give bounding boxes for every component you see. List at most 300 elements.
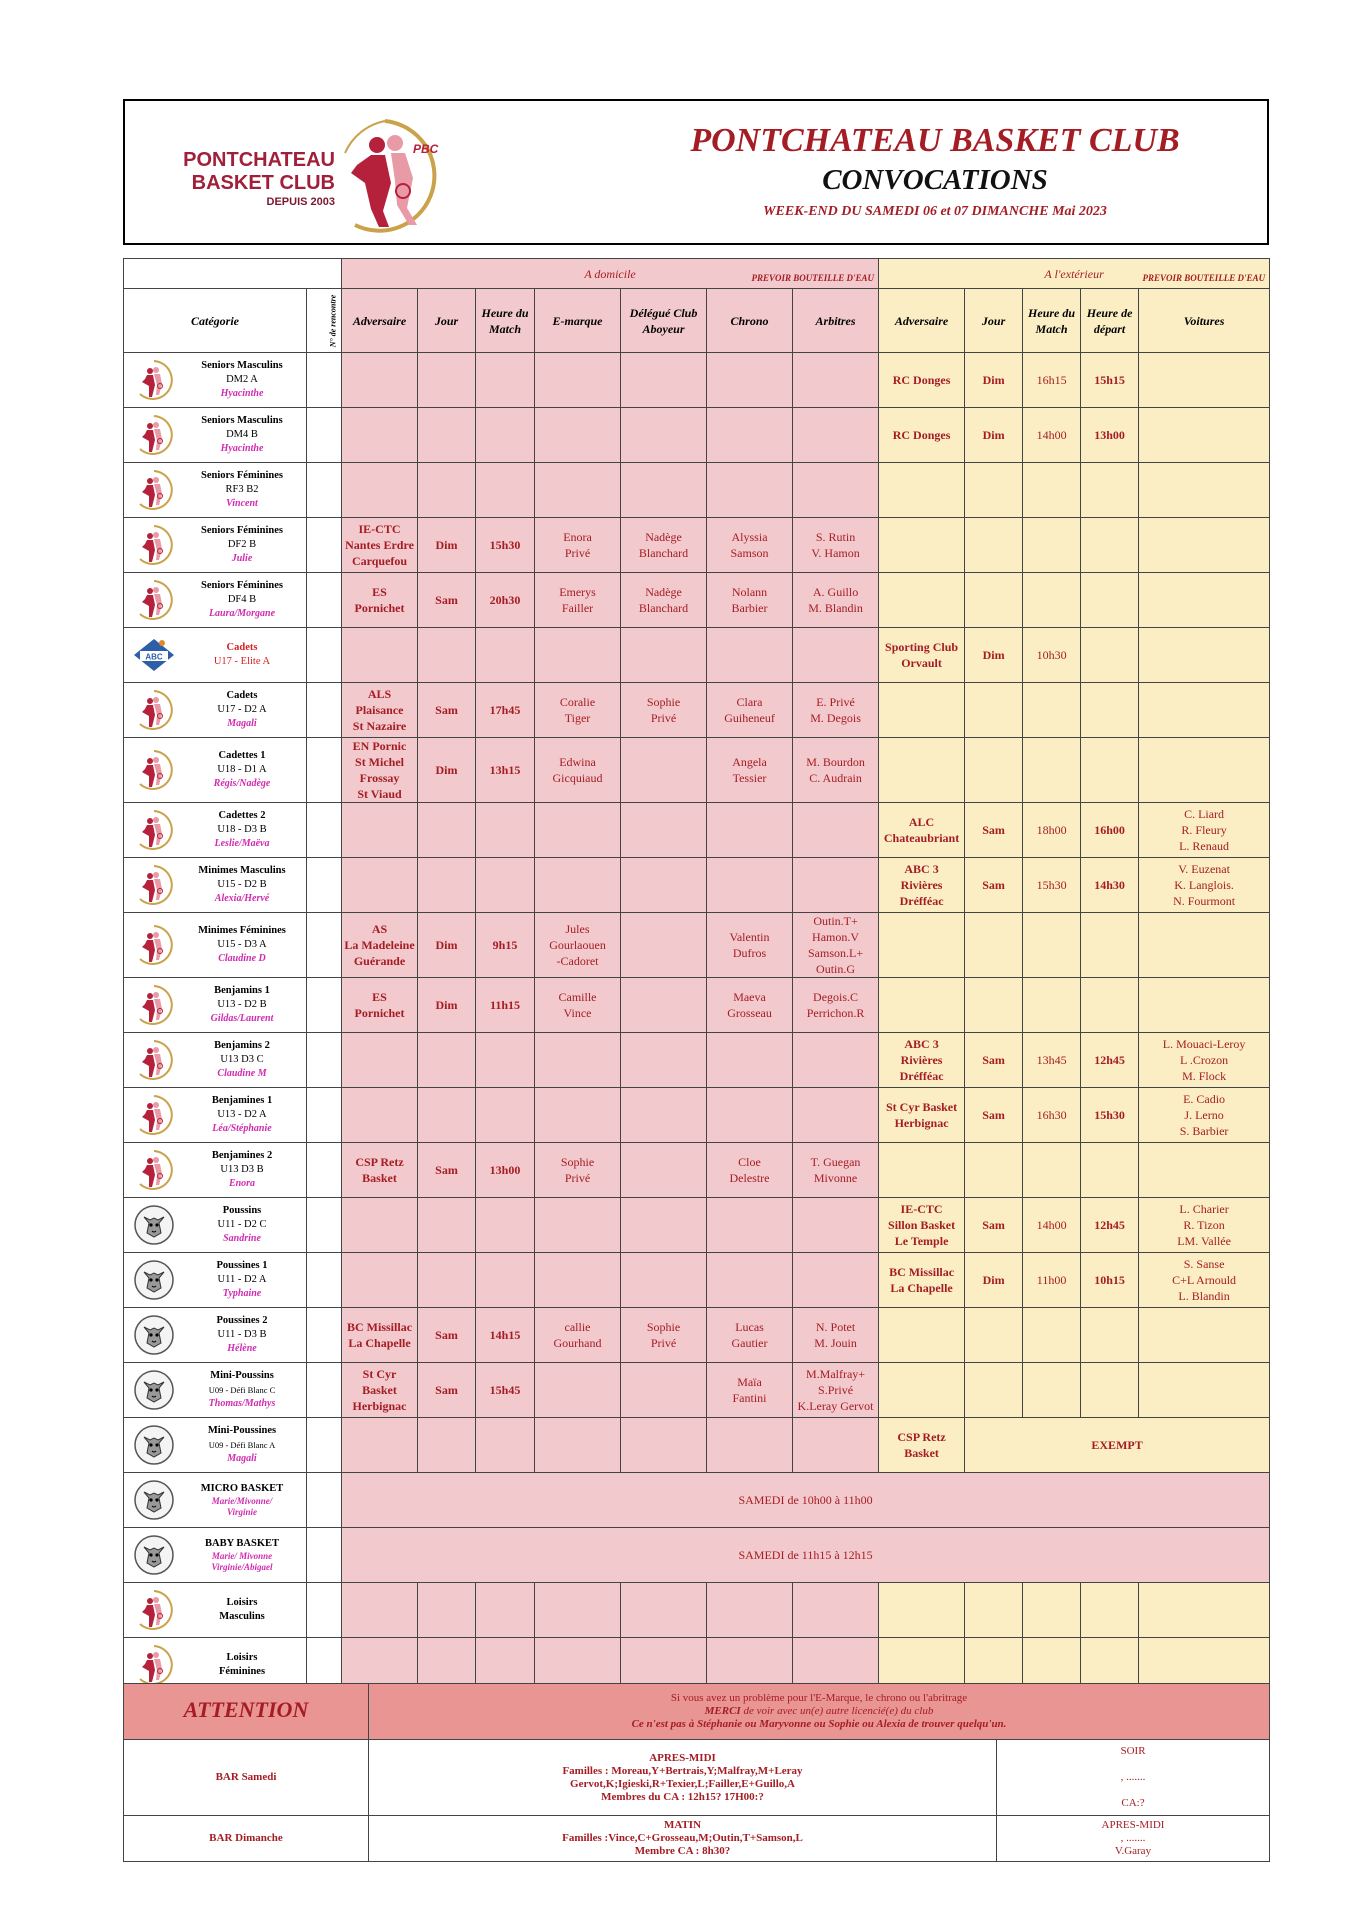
home-referees (793, 858, 879, 913)
home-delegue (621, 353, 707, 408)
match-number (307, 463, 342, 518)
table-row (124, 628, 1270, 683)
away-departure-time: 15h15 (1081, 353, 1139, 408)
home-empty-cell (535, 1583, 621, 1638)
category-coach: Marie/Mivonne/ Virginie (211, 1496, 273, 1517)
home-delegue (621, 1363, 707, 1418)
footer-table (123, 1683, 1270, 1862)
home-referees (793, 1198, 879, 1253)
away-empty-cell (1081, 1583, 1139, 1638)
category-cell (124, 978, 307, 1033)
category-cell (124, 518, 307, 573)
home-opponent (342, 858, 418, 913)
category-cell (124, 738, 307, 803)
category-coach: Léa/Stéphanie (212, 1123, 272, 1134)
match-number (307, 628, 342, 683)
home-delegue (621, 1088, 707, 1143)
table-row (124, 978, 1270, 1033)
category-cell (124, 408, 307, 463)
home-referees: M.Malfray+ S.Privé K.Leray Gervot (793, 1363, 879, 1418)
bar-dimanche-label: BAR Dimanche (124, 1816, 369, 1862)
session-time: SAMEDI de 10h00 à 11h00 (342, 1473, 1270, 1528)
home-opponent (342, 1088, 418, 1143)
away-opponent (879, 1308, 965, 1363)
category-division: DM2 A (226, 374, 258, 385)
home-opponent (342, 353, 418, 408)
table-row (124, 858, 1270, 913)
table-row (124, 463, 1270, 518)
away-drivers (1139, 463, 1270, 518)
home-chrono (707, 463, 793, 518)
away-departure-time (1081, 518, 1139, 573)
home-delegue (621, 1198, 707, 1253)
away-day (965, 1363, 1023, 1418)
away-opponent: ABC 3 Rivières Dréfféac (879, 858, 965, 913)
category-division: U17 - Elite A (213, 656, 271, 667)
away-water-note: PREVOIR BOUTEILLE D'EAU (1142, 273, 1266, 283)
home-opponent (342, 463, 418, 518)
home-empty-cell (476, 1583, 535, 1638)
category-cell (124, 1253, 307, 1308)
home-chrono: Lucas Gautier (707, 1308, 793, 1363)
home-referees (793, 408, 879, 463)
home-match-time (476, 353, 535, 408)
home-day (418, 1088, 476, 1143)
basketball-player-logo-icon (325, 113, 455, 233)
micro-basket-row (124, 1473, 1270, 1528)
away-day (965, 738, 1023, 803)
logo-line-3: DEPUIS 2003 (266, 196, 335, 208)
table-row (124, 1583, 1270, 1638)
table-row (124, 683, 1270, 738)
away-day (965, 913, 1023, 978)
home-opponent (342, 408, 418, 463)
home-day (418, 1033, 476, 1088)
home-day (418, 463, 476, 518)
away-opponent: BC Missillac La Chapelle (879, 1253, 965, 1308)
away-match-time: 14h00 (1023, 1198, 1081, 1253)
mini-basket-mascot-icon (132, 1313, 176, 1357)
home-chrono: Maeva Grosseau (707, 978, 793, 1033)
category-division: U09 - Défi Blanc A (208, 1440, 276, 1450)
home-match-time: 20h30 (476, 573, 535, 628)
away-match-time (1023, 1308, 1081, 1363)
home-delegue (621, 408, 707, 463)
logo-line-2: BASKET CLUB (191, 172, 335, 194)
home-day (418, 858, 476, 913)
home-empty-cell (476, 1418, 535, 1473)
category-division: DF4 B (227, 594, 257, 605)
home-emarque: callie Gourhand (535, 1308, 621, 1363)
away-drivers (1139, 913, 1270, 978)
away-drivers: L. Mouaci-Leroy L .Crozon M. Flock (1139, 1033, 1270, 1088)
away-day: Sam (965, 1033, 1023, 1088)
away-day (965, 518, 1023, 573)
home-chrono: Alyssia Samson (707, 518, 793, 573)
category-cell (124, 1473, 307, 1528)
match-number (307, 1363, 342, 1418)
match-number (307, 1033, 342, 1088)
home-opponent: EN Pornic St Michel Frossay St Viaud (342, 738, 418, 803)
home-opponent: BC Missillac La Chapelle (342, 1308, 418, 1363)
away-day (965, 1143, 1023, 1198)
home-chrono: Clara Guiheneuf (707, 683, 793, 738)
away-opponent: St Cyr Basket Herbignac (879, 1088, 965, 1143)
home-empty-cell (418, 1583, 476, 1638)
category-division: DM4 B (226, 429, 258, 440)
pbc-club-logo-icon (132, 358, 176, 402)
home-referees (793, 803, 879, 858)
category-division: RF3 B2 (225, 484, 259, 495)
home-delegue (621, 858, 707, 913)
away-departure-time (1081, 463, 1139, 518)
home-day: Dim (418, 913, 476, 978)
col-arbitres: Arbitres (793, 289, 879, 353)
mini-basket-mascot-icon (132, 1258, 176, 1302)
bar-samedi-label: BAR Samedi (124, 1740, 369, 1816)
home-chrono: Angela Tessier (707, 738, 793, 803)
category-coach: Hélène (227, 1343, 257, 1354)
table-row (124, 1088, 1270, 1143)
home-match-time (476, 1198, 535, 1253)
home-section-header: A domicile PREVOIR BOUTEILLE D'EAU (342, 259, 879, 289)
category-name: Seniors Masculins (201, 360, 283, 371)
category-coach: Hyacinthe (220, 388, 264, 399)
home-emarque: Emerys Failler (535, 573, 621, 628)
away-drivers (1139, 573, 1270, 628)
home-empty-cell (793, 1583, 879, 1638)
page-subtitle: CONVOCATIONS (822, 164, 1048, 196)
home-day: Dim (418, 518, 476, 573)
category-name: BABY BASKET (204, 1538, 279, 1549)
away-departure-time: 15h30 (1081, 1088, 1139, 1143)
category-coach: Magali (227, 718, 257, 729)
category-cell (124, 803, 307, 858)
category-coach: Claudine D (218, 953, 266, 964)
home-chrono (707, 1198, 793, 1253)
blank-corner (124, 259, 342, 289)
away-opponent (879, 738, 965, 803)
home-day: Dim (418, 978, 476, 1033)
match-number (307, 1088, 342, 1143)
home-referees: S. Rutin V. Hamon (793, 518, 879, 573)
away-drivers (1139, 978, 1270, 1033)
mini-basket-mascot-icon (132, 1533, 176, 1577)
home-referees: N. Potet M. Jouin (793, 1308, 879, 1363)
category-name: Seniors Masculins (201, 415, 283, 426)
category-name: Benjamins 1 (214, 985, 270, 996)
home-day: Dim (418, 738, 476, 803)
category-cell (124, 683, 307, 738)
home-day (418, 1253, 476, 1308)
away-day (965, 978, 1023, 1033)
match-number (307, 1528, 342, 1583)
away-opponent: ABC 3 Rivières Dréfféac (879, 1033, 965, 1088)
category-name: Benjamins 2 (214, 1040, 270, 1051)
home-match-time (476, 858, 535, 913)
category-cell (124, 628, 307, 683)
table-row (124, 518, 1270, 573)
home-day: Sam (418, 1143, 476, 1198)
logo-line-1: PONTCHATEAU (183, 149, 335, 171)
away-match-time: 14h00 (1023, 408, 1081, 463)
away-opponent (879, 573, 965, 628)
col-heure-match: Heure du Match (476, 289, 535, 353)
home-empty-cell (418, 1418, 476, 1473)
home-day (418, 1198, 476, 1253)
category-division: U13 - D2 B (217, 999, 267, 1010)
category-coach: Sandrine (223, 1233, 261, 1244)
col-delegue: Délégué Club Aboyeur (621, 289, 707, 353)
abc-club-logo-icon (132, 633, 176, 677)
match-number (307, 573, 342, 628)
away-match-time (1023, 1143, 1081, 1198)
away-drivers (1139, 1308, 1270, 1363)
home-empty-cell (621, 1418, 707, 1473)
category-coach: Laura/Morgane (208, 608, 276, 619)
away-departure-time (1081, 978, 1139, 1033)
away-departure-time (1081, 913, 1139, 978)
away-opponent (879, 913, 965, 978)
category-name: Cadettes 2 (218, 810, 266, 821)
category-cell (124, 1198, 307, 1253)
category-coach: Typhaine (222, 1288, 262, 1299)
away-match-time: 18h00 (1023, 803, 1081, 858)
category-name: Seniors Féminines (201, 470, 283, 481)
home-referees (793, 353, 879, 408)
away-departure-time: 12h45 (1081, 1033, 1139, 1088)
category-coach: Gildas/Laurent (210, 1013, 274, 1024)
category-cell (124, 858, 307, 913)
home-referees: Degois.C Perrichon.R (793, 978, 879, 1033)
attention-label: ATTENTION (124, 1684, 369, 1740)
category-coach: Magali (227, 1453, 257, 1464)
category-name: Minimes Féminines (198, 925, 286, 936)
home-chrono (707, 1033, 793, 1088)
category-cell (124, 1583, 307, 1638)
away-match-time: 16h15 (1023, 353, 1081, 408)
category-cell (124, 1418, 307, 1473)
col-ext-jour: Jour (965, 289, 1023, 353)
away-departure-time: 14h30 (1081, 858, 1139, 913)
category-coach: Vincent (226, 498, 258, 509)
mini-basket-mascot-icon (132, 1368, 176, 1412)
category-division: U13 D3 B (220, 1164, 264, 1175)
away-day: Dim (965, 408, 1023, 463)
mini-basket-mascot-icon (132, 1423, 176, 1467)
home-delegue (621, 913, 707, 978)
category-name: Minimes Masculins (198, 865, 286, 876)
away-match-time: 13h45 (1023, 1033, 1081, 1088)
category-division: U15 - D2 B (217, 879, 267, 890)
pbc-club-logo-icon (132, 1148, 176, 1192)
home-opponent (342, 628, 418, 683)
session-time: SAMEDI de 11h15 à 12h15 (342, 1528, 1270, 1583)
pbc-club-logo-icon (132, 983, 176, 1027)
category-coach: Claudine M (217, 1068, 267, 1079)
table-row (124, 1418, 1270, 1473)
away-departure-time (1081, 573, 1139, 628)
col-voitures: Voitures (1139, 289, 1270, 353)
away-departure-time: 16h00 (1081, 803, 1139, 858)
home-empty-cell (793, 1418, 879, 1473)
away-departure-time: 12h45 (1081, 1198, 1139, 1253)
svg-text:PBC: PBC (413, 142, 439, 156)
category-name: Seniors Féminines (201, 525, 283, 536)
home-day: Sam (418, 1308, 476, 1363)
pbc-club-logo-icon (132, 468, 176, 512)
away-day (965, 1308, 1023, 1363)
home-day (418, 628, 476, 683)
home-delegue (621, 803, 707, 858)
match-number (307, 1418, 342, 1473)
away-drivers (1139, 1143, 1270, 1198)
away-day: Sam (965, 1198, 1023, 1253)
pbc-club-logo-icon (132, 413, 176, 457)
home-chrono: Valentin Dufros (707, 913, 793, 978)
away-departure-time (1081, 683, 1139, 738)
home-opponent: ES Pornichet (342, 573, 418, 628)
away-match-time: 15h30 (1023, 858, 1081, 913)
col-categorie: Catégorie (124, 289, 307, 353)
category-division: U11 - D2 C (217, 1219, 267, 1230)
away-opponent: RC Donges (879, 353, 965, 408)
away-opponent: IE-CTC Sillon Basket Le Temple (879, 1198, 965, 1253)
match-number (307, 978, 342, 1033)
home-match-time: 15h45 (476, 1363, 535, 1418)
away-day: Dim (965, 353, 1023, 408)
match-number (307, 1473, 342, 1528)
away-departure-time: 13h00 (1081, 408, 1139, 463)
home-day (418, 408, 476, 463)
away-day (965, 463, 1023, 518)
category-name: Seniors Féminines (201, 580, 283, 591)
pbc-club-logo-icon (132, 1643, 176, 1687)
away-drivers: V. Euzenat K. Langlois. N. Fourmont (1139, 858, 1270, 913)
home-referees: M. Bourdon C. Audrain (793, 738, 879, 803)
category-coach: Alexia/Hervé (214, 893, 270, 904)
category-name: Poussins (222, 1205, 262, 1216)
header-box (123, 99, 1269, 245)
attention-line-2: MERCI de voir avec un(e) autre licencié(e) du club (704, 1705, 934, 1717)
home-match-time (476, 408, 535, 463)
category-name: Mini-Poussines (207, 1425, 277, 1436)
category-coach: Leslie/Maëva (214, 838, 270, 849)
away-empty-cell (965, 1583, 1023, 1638)
home-referees: A. Guillo M. Blandin (793, 573, 879, 628)
table-row (124, 913, 1270, 978)
category-cell (124, 573, 307, 628)
away-departure-time (1081, 738, 1139, 803)
away-departure-time (1081, 1363, 1139, 1418)
category-name: Cadets (226, 642, 258, 653)
home-chrono (707, 1088, 793, 1143)
home-emarque (535, 628, 621, 683)
category-cell (124, 913, 307, 978)
category-division: U13 D3 C (220, 1054, 264, 1065)
mini-basket-mascot-icon (132, 1203, 176, 1247)
home-referees (793, 1033, 879, 1088)
category-division: U11 - D2 A (217, 1274, 267, 1285)
away-opponent (879, 683, 965, 738)
table-row (124, 1143, 1270, 1198)
home-delegue (621, 738, 707, 803)
category-name: Loisirs Féminines (218, 1652, 266, 1677)
table-row (124, 803, 1270, 858)
match-number (307, 1253, 342, 1308)
match-number (307, 803, 342, 858)
home-emarque: Sophie Privé (535, 1143, 621, 1198)
category-name: Cadets (226, 690, 258, 701)
pbc-club-logo-icon (132, 578, 176, 622)
col-ext-adversaire: Adversaire (879, 289, 965, 353)
home-match-time (476, 803, 535, 858)
category-cell (124, 463, 307, 518)
home-delegue: Sophie Privé (621, 683, 707, 738)
away-opponent: CSP Retz Basket (879, 1418, 965, 1473)
match-number (307, 408, 342, 463)
pbc-club-logo-icon (132, 688, 176, 732)
away-drivers (1139, 628, 1270, 683)
category-division: U11 - D3 B (217, 1329, 267, 1340)
pbc-club-logo-icon (132, 523, 176, 567)
away-drivers (1139, 1363, 1270, 1418)
match-number (307, 913, 342, 978)
category-division: U17 - D2 A (217, 704, 267, 715)
home-day: Sam (418, 573, 476, 628)
category-cell (124, 1308, 307, 1363)
away-opponent (879, 463, 965, 518)
home-emarque (535, 1088, 621, 1143)
away-drivers: C. Liard R. Fleury L. Renaud (1139, 803, 1270, 858)
svg-text:ABC: ABC (145, 652, 163, 662)
category-name: Benjamines 1 (211, 1095, 273, 1106)
away-match-time (1023, 738, 1081, 803)
away-drivers: L. Charier R. Tizon LM. Vallée (1139, 1198, 1270, 1253)
away-day: Sam (965, 1088, 1023, 1143)
home-referees: Outin.T+ Hamon.V Samson.L+ Outin.G (793, 913, 879, 978)
home-emarque (535, 353, 621, 408)
pbc-club-logo-icon (132, 1588, 176, 1632)
bar-dimanche-afternoon: APRES-MIDI , ....... V.Garay (997, 1816, 1270, 1862)
page-title: PONTCHATEAU BASKET CLUB (690, 122, 1180, 159)
category-cell (124, 1033, 307, 1088)
home-chrono: Nolann Barbier (707, 573, 793, 628)
away-section-header: A l'extérieur PREVOIR BOUTEILLE D'EAU (879, 259, 1270, 289)
pbc-club-logo-icon (132, 748, 176, 792)
home-chrono (707, 408, 793, 463)
away-day: Dim (965, 628, 1023, 683)
match-number (307, 1308, 342, 1363)
home-emarque (535, 1198, 621, 1253)
home-match-time: 15h30 (476, 518, 535, 573)
home-delegue: Nadège Blanchard (621, 518, 707, 573)
away-opponent (879, 518, 965, 573)
match-number (307, 1143, 342, 1198)
away-departure-time (1081, 1143, 1139, 1198)
match-number (307, 1583, 342, 1638)
home-opponent: AS La Madeleine Guérande (342, 913, 418, 978)
away-day: Sam (965, 803, 1023, 858)
home-opponent (342, 1253, 418, 1308)
away-match-time (1023, 573, 1081, 628)
category-coach: Régis/Nadège (213, 778, 271, 789)
home-empty-cell (707, 1418, 793, 1473)
home-emarque: Edwina Gicquiaud (535, 738, 621, 803)
bar-samedi-evening: SOIR , ....... CA:? (997, 1740, 1270, 1816)
match-number (307, 353, 342, 408)
home-emarque (535, 463, 621, 518)
